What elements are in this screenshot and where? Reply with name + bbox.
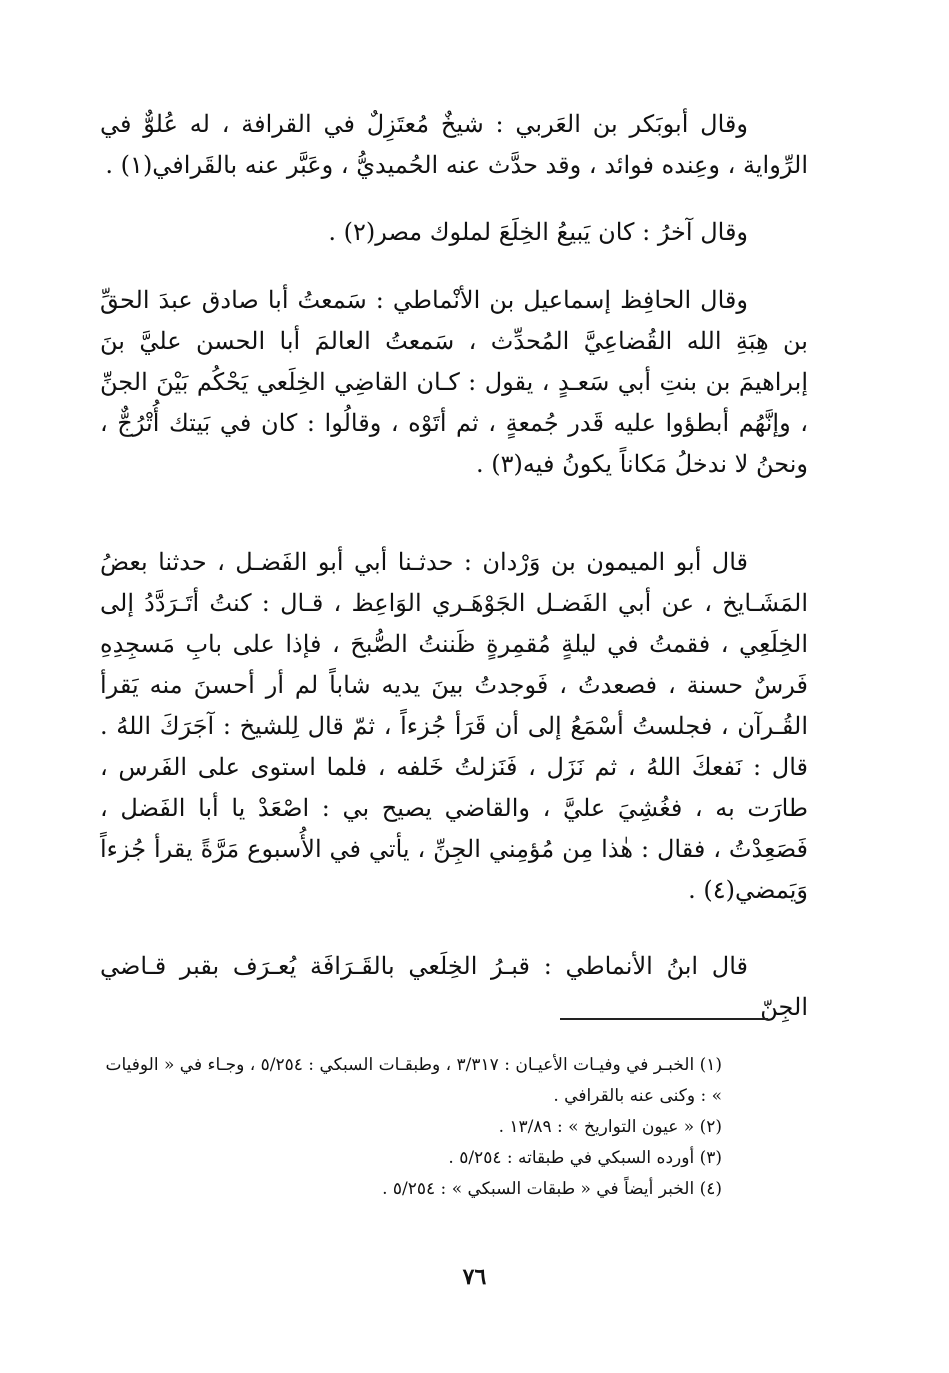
body-paragraph: [100, 212, 808, 253]
page-number: ٧٦: [462, 1264, 487, 1290]
paragraph-text: وقال الحافِظ إسماعيل بن الأنْماطي : سَمعتُ أبا صادق عبدَ الحقِّ بن هِبَةِ الله القُضاعِيَّ المُحدِّث ، سَمعتُ العالمَ أبا الحسن عليَّ بنَ إبراهيمَ بن بنتِ أبي سَعـدٍ ، يقول : كـان القاضِي الخِلَعي يَحْكُم بَيْنَ الجنِّ ، وإنَّهُم أبطؤوا عليه قَدر جُمعةٍ ، ثم أتَوْه ، وقالُوا : كان في بَيتك أُتْرُجٌّ ، ونحنُ لا ندخلُ مَكاناً يكونُ فيه(٣) .: [100, 286, 808, 478]
paragraph-text: وقال أبوبَكر بن العَربي : شيخٌ مُعتَزِلٌ في القرافة ، له عُلوٌّ في الرِّواية ، وعِنده فوائد ، وقد حدَّث عنه الحُميديُّ ، وعَبَّر عنه بالقَرافي(١) .: [100, 110, 808, 179]
body-paragraph: [100, 104, 808, 186]
body-paragraph: [100, 542, 808, 911]
paragraph-text: قال أبو الميمون بن وَرْدان : حدثـنا أبي أبو الفَضـل ، حدثنا بعضُ المَشَـايخ ، عن أبي الفَضـل الجَوْهَـري الوَاعِظ ، قـال : كنتُ أتَـرَدَّدُ إلى الخِلَعِي ، فقمتُ في ليلةٍ مُقمِرةٍ ظَننتُ الصُّبحَ ، فإذا على بابِ مَسجِدِهِ فَرسٌ حسنة ، فصعدتُ ، فَوجدتُ بينَ يديه شاباً لم أر أحسنَ منه يَقرأ القُـرآن ، فجلستُ أسْمَعُ إلى أن قَرَأ جُزءاً ، ثمّ قال لِلشيخ : آجَرَكَ اللهُ . قال : نَفعكَ اللهُ ، ثم نَزَل ، فَنَزلتُ خَلفه ، فلما استوى على الفَرس ، طارَت به ، فغُشِيَ عليَّ ، والقاضي يصيح بي : اصْعَدْ يا أبا الفَضل ، فَصَعِدْتُ ، فقال : هٰذا مِن مُؤمِني الجِنِّ ، يأتي في الأُسبوع مَرَّةً يقرأ جُزءاً وَيَمضي(٤) .: [100, 548, 808, 904]
body-paragraph: [100, 280, 808, 485]
paragraph-text: قال ابنُ الأنماطي : قبـرُ الخِلَعي بالقَـرَافَة يُعـرَف بقبر قـاضي الجِنّ: [100, 952, 808, 1021]
footnote: (٢) « عيون التواريخ » : ١٣/٨٩ .: [498, 1117, 722, 1137]
footnote: (٣) أورده السبكي في طبقاته : ٥/٢٥٤ .: [448, 1148, 722, 1168]
footnote: (١) الخبـر في وفيـات الأعيـان : ٣/٣١٧ ، وطبقـات السبكي : ٥/٢٥٤ ، وجـاء في « الوفيات » : وكنى عنه بالقرافي .: [105, 1055, 722, 1106]
footnotes: [100, 1050, 808, 1205]
paragraph-text: وقال آخرُ : كان يَبيعُ الخِلَعَ لملوك مصر(٢) .: [328, 218, 748, 246]
body-paragraph: [100, 946, 808, 1028]
footnote-divider: [560, 1018, 768, 1020]
footnote: (٤) الخبر أيضاً في « طبقات السبكي » : ٥/٢٥٤ .: [382, 1179, 722, 1199]
